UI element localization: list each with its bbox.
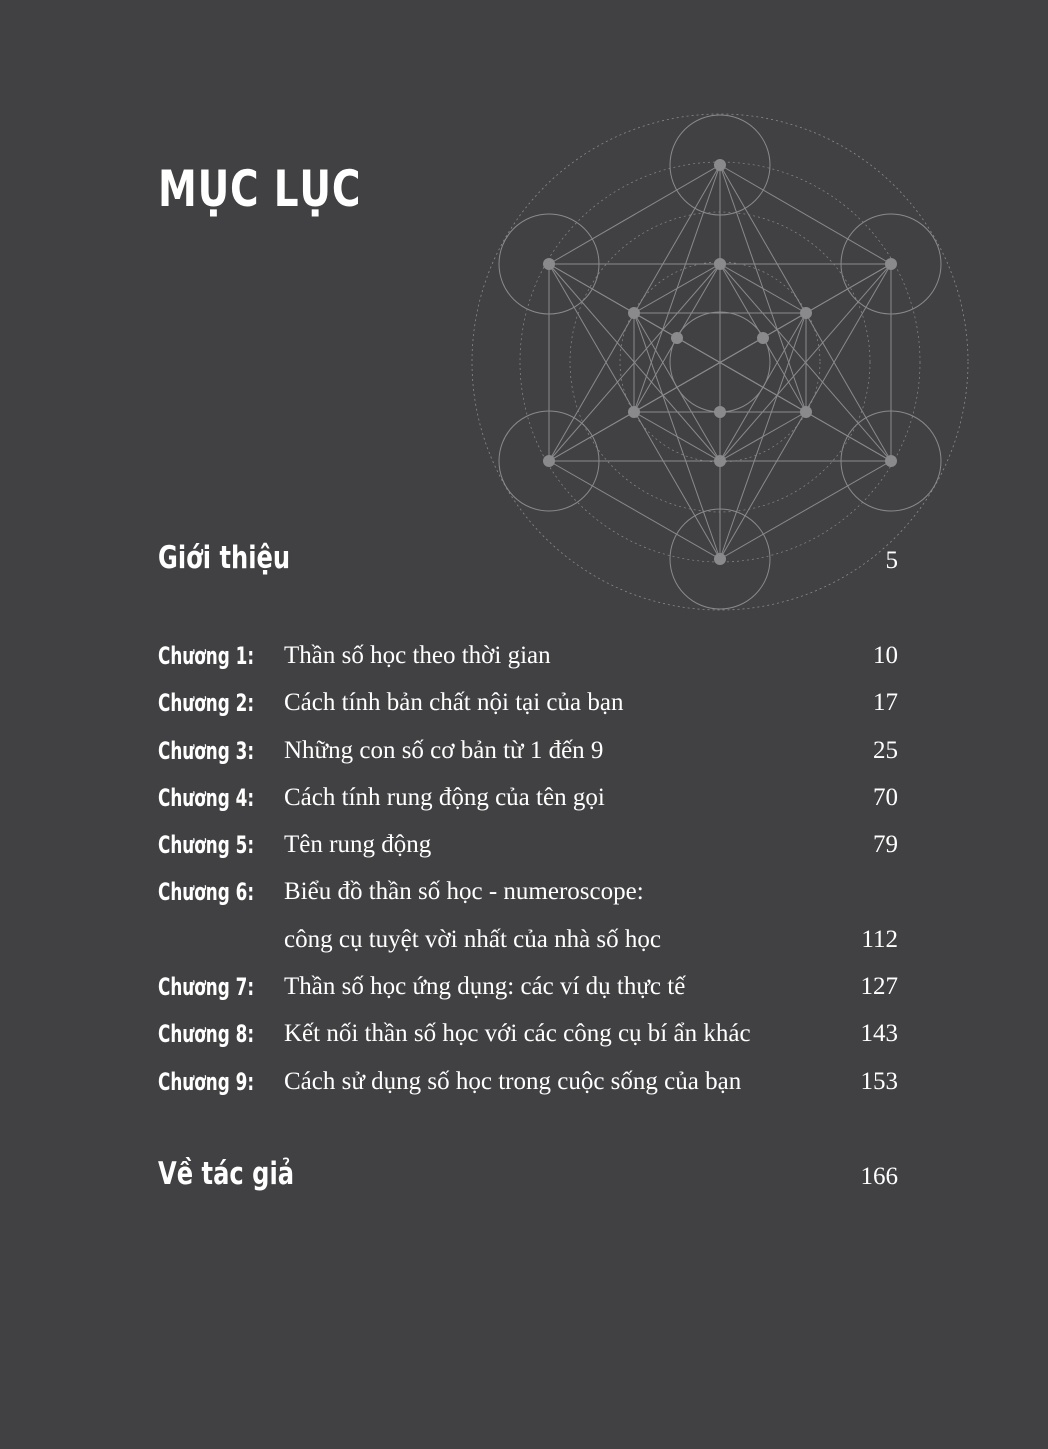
chapter-title: Cách tính rung động của tên gọi: [284, 783, 605, 811]
chapter-title: Những con số cơ bản từ 1 đến 9: [284, 736, 604, 764]
chapter-title: Tên rung động: [284, 831, 432, 859]
chapter-title: Biểu đồ thần số học - numeroscope:: [284, 878, 644, 906]
chapter-row: [158, 967, 898, 1014]
chapter-page: 70: [873, 783, 898, 811]
chapter-label: Chương 3:: [158, 736, 255, 765]
chapter-title: Cách sử dụng số học trong cuộc sống của bạn: [284, 1067, 742, 1095]
author-label: Về tác giả: [158, 1156, 295, 1192]
chapter-label: Chương 9:: [158, 1067, 255, 1096]
chapter-page: 127: [860, 973, 898, 1001]
chapter-label: Chương 7:: [158, 973, 255, 1002]
chapter-row: [158, 825, 898, 872]
intro-entry: [158, 540, 898, 576]
chapter-label: Chương 4:: [158, 783, 255, 812]
page-title: MỤC LỤC: [158, 160, 362, 218]
chapter-row: [158, 683, 898, 730]
chapter-page: 153: [860, 1067, 898, 1095]
chapter-row: [158, 731, 898, 778]
chapter-title-continued: công cụ tuyệt vời nhất của nhà số học: [284, 925, 662, 953]
chapter-page: 25: [873, 736, 898, 764]
chapter-page: 17: [873, 689, 898, 717]
metatron-cube-icon: [468, 110, 972, 614]
chapter-row: [158, 778, 898, 825]
chapter-label: Chương 6:: [158, 878, 255, 907]
chapter-page: 10: [873, 642, 898, 669]
chapter-row: [158, 1014, 898, 1061]
intro-page: 5: [885, 547, 898, 574]
chapter-page: 79: [873, 831, 898, 859]
chapter-row: [158, 872, 898, 919]
chapter-title: Cách tính bản chất nội tại của bạn: [284, 689, 624, 717]
chapter-label: Chương 2:: [158, 689, 255, 718]
chapter-label: Chương 1:: [158, 642, 255, 670]
chapter-row: [158, 636, 898, 683]
chapter-row-continued: [158, 920, 898, 967]
author-entry: [158, 1156, 898, 1192]
chapter-page: 143: [860, 1020, 898, 1048]
chapter-label: Chương 8:: [158, 1020, 255, 1049]
chapter-page: 112: [861, 925, 898, 953]
intro-label: Giới thiệu: [158, 540, 291, 576]
chapter-row: [158, 1062, 898, 1109]
chapter-list: [158, 636, 898, 1109]
chapter-title: Kết nối thần số học với các công cụ bí ẩn khác: [284, 1020, 751, 1048]
chapter-title: Thần số học ứng dụng: các ví dụ thực tế: [284, 973, 686, 1001]
author-page: 166: [860, 1163, 898, 1190]
chapter-label: Chương 5:: [158, 831, 255, 860]
chapter-title: Thần số học theo thời gian: [284, 642, 551, 669]
